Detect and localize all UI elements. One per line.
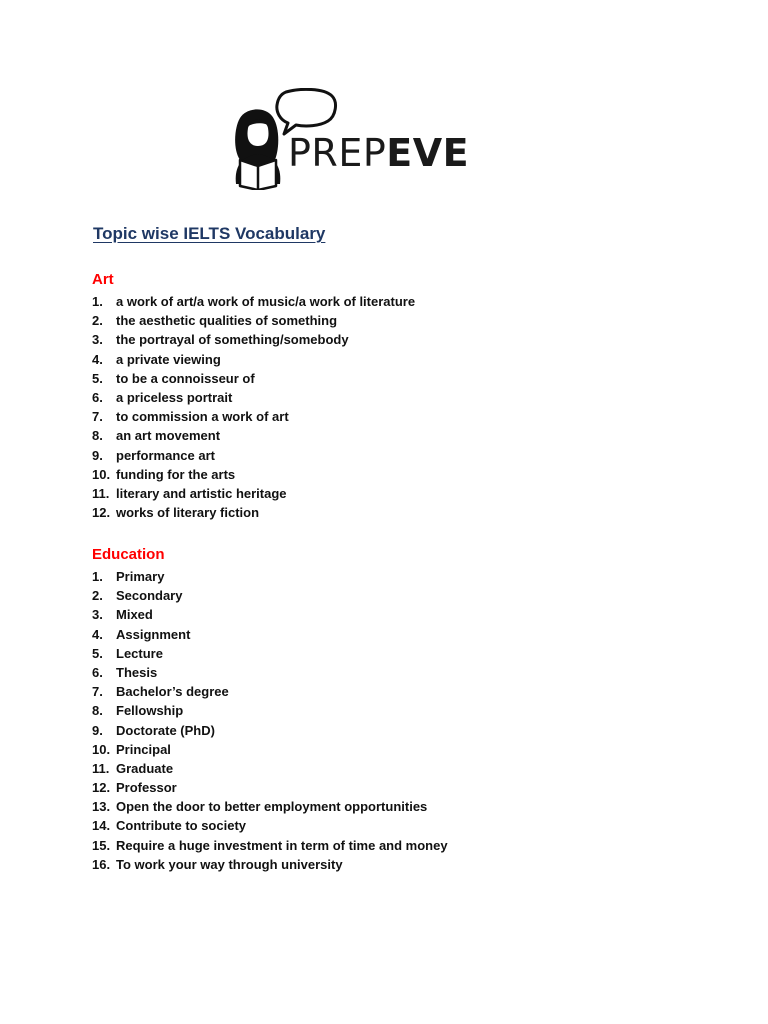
item-number: 9.	[92, 722, 103, 738]
item-text: Lecture	[116, 645, 163, 661]
list-item	[92, 350, 415, 369]
list-item	[92, 465, 415, 484]
section-title-education: Education	[92, 546, 165, 563]
item-text: Assignment	[116, 626, 191, 642]
item-text: Professor	[116, 780, 177, 796]
list-item	[92, 446, 415, 465]
list-item	[92, 816, 448, 835]
item-number: 12.	[92, 780, 111, 796]
item-number: 8.	[92, 703, 103, 719]
list-item	[92, 605, 448, 624]
logo-text-eve: EVE	[386, 131, 470, 175]
item-number: 6.	[92, 389, 103, 405]
item-number: 5.	[92, 645, 103, 661]
item-text: performance art	[116, 447, 215, 463]
list-item	[92, 407, 415, 426]
list-item	[92, 701, 448, 720]
list-item	[92, 644, 448, 663]
item-text: Fellowship	[116, 703, 184, 719]
item-text: the aesthetic qualities of something	[116, 313, 338, 329]
list-item	[92, 388, 415, 407]
item-text: Principal	[116, 741, 171, 757]
prepeve-logo	[228, 88, 468, 190]
item-text: Open the door to better employment opportunities	[116, 799, 428, 815]
list-item	[92, 663, 448, 682]
list-item	[92, 855, 448, 874]
section-education	[92, 545, 448, 874]
item-number: 16.	[92, 856, 111, 872]
item-number: 2.	[92, 588, 103, 604]
item-text: Thesis	[116, 664, 158, 680]
item-number: 7.	[92, 409, 103, 425]
item-number: 11.	[92, 485, 110, 501]
item-text: Secondary	[116, 588, 183, 604]
item-number: 5.	[92, 370, 103, 386]
item-number: 11.	[92, 760, 110, 776]
item-number: 1.	[92, 569, 103, 584]
item-text: literary and artistic heritage	[116, 485, 287, 501]
logo-wordmark	[288, 131, 470, 175]
item-number: 14.	[92, 818, 111, 834]
item-number: 3.	[92, 332, 103, 348]
list-item	[92, 292, 415, 311]
list-item	[92, 740, 448, 759]
item-text: to be a connoisseur of	[116, 370, 255, 386]
item-number: 4.	[92, 351, 103, 367]
logo-text-prep: PREP	[288, 131, 387, 175]
item-text: Require a huge investment in term of time and money	[116, 837, 448, 853]
item-number: 10.	[92, 741, 111, 757]
item-number: 8.	[92, 428, 103, 444]
item-number: 12.	[92, 505, 111, 521]
list-item	[92, 836, 448, 855]
education-vocab-list	[92, 567, 448, 874]
item-text: Primary	[116, 569, 165, 584]
item-number: 1.	[92, 294, 103, 309]
list-item	[92, 484, 415, 503]
art-vocab-list	[92, 292, 415, 522]
item-text: a work of art/a work of music/a work of literature	[116, 294, 416, 309]
item-number: 9.	[92, 447, 103, 463]
list-item	[92, 311, 415, 330]
item-number: 13.	[92, 799, 111, 815]
list-item	[92, 586, 448, 605]
item-text: funding for the arts	[116, 466, 236, 482]
item-text: the portrayal of something/somebody	[116, 332, 349, 348]
list-item	[92, 778, 448, 797]
list-item	[92, 330, 415, 349]
document-title: Topic wise IELTS Vocabulary	[93, 224, 326, 243]
item-text: Mixed	[116, 607, 153, 623]
item-number: 15.	[92, 837, 111, 853]
item-text: works of literary fiction	[116, 505, 260, 521]
item-text: Contribute to society	[116, 818, 247, 834]
item-text: a priceless portrait	[116, 389, 233, 405]
item-number: 6.	[92, 664, 103, 680]
list-item	[92, 625, 448, 644]
list-item	[92, 682, 448, 701]
item-text: Doctorate (PhD)	[116, 722, 215, 738]
list-item	[92, 759, 448, 778]
section-art	[92, 270, 415, 522]
list-item	[92, 426, 415, 445]
item-text: to commission a work of art	[116, 409, 289, 425]
item-text: a private viewing	[116, 351, 221, 367]
list-item	[92, 721, 448, 740]
item-text: To work your way through university	[116, 856, 343, 872]
item-text: Bachelor’s degree	[116, 684, 229, 700]
item-number: 7.	[92, 684, 103, 700]
list-item	[92, 503, 415, 522]
section-title-art: Art	[92, 271, 114, 288]
item-text: an art movement	[116, 428, 221, 444]
item-number: 4.	[92, 626, 103, 642]
item-number: 2.	[92, 313, 103, 329]
list-item	[92, 567, 448, 586]
list-item	[92, 797, 448, 816]
item-text: Graduate	[116, 760, 174, 776]
item-number: 10.	[92, 466, 111, 482]
item-number: 3.	[92, 607, 103, 623]
list-item	[92, 369, 415, 388]
